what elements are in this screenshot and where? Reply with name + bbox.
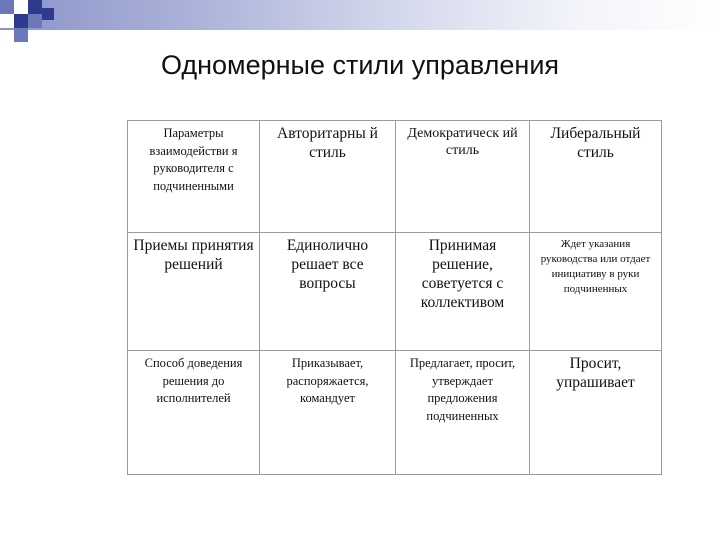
table-cell: Просит, упрашивает <box>530 351 662 475</box>
table-cell: Принимая решение, советуется с коллективом <box>396 233 530 351</box>
table-cell: Приказывает, распоряжается, командует <box>260 351 396 475</box>
table-header-row <box>128 121 662 233</box>
table-cell: Приемы принятия решений <box>128 233 260 351</box>
table-row <box>128 351 662 475</box>
decor-square <box>28 0 42 14</box>
decor-square <box>0 14 14 28</box>
table-header-cell: Либеральный стиль <box>530 121 662 233</box>
table-header-cell: Демократическ ий стиль <box>396 121 530 233</box>
header-gradient-band <box>0 0 720 30</box>
decor-square <box>14 28 28 42</box>
table-cell: Предлагает, просит, утверждает предложения подчиненных <box>396 351 530 475</box>
decor-square <box>28 14 42 28</box>
table-cell: Единолично решает все вопросы <box>260 233 396 351</box>
table-header-cell: Параметры взаимодействи я руководителя с подчиненными <box>128 121 260 233</box>
decor-square <box>42 8 54 20</box>
table-row <box>128 233 662 351</box>
table-header-cell: Авторитарны й стиль <box>260 121 396 233</box>
leadership-styles-table <box>127 120 662 475</box>
decor-square <box>14 14 28 28</box>
slide-title: Одномерные стили управления <box>160 50 560 80</box>
decor-square <box>14 0 28 14</box>
table-cell: Способ доведения решения до исполнителей <box>128 351 260 475</box>
table-cell: Ждет указания руководства или отдает инициативу в руки подчиненных <box>530 233 662 351</box>
decor-square <box>0 0 14 14</box>
